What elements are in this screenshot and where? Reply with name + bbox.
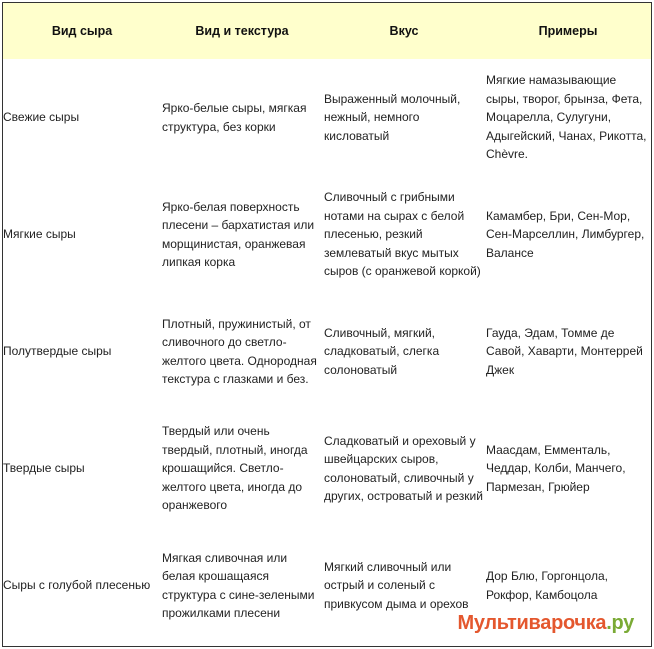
logo-suffix: .ру xyxy=(606,612,634,634)
cell-type: Сыры с голубой плесенью xyxy=(3,578,151,593)
table-row xyxy=(3,59,651,176)
cell-type: Свежие сыры xyxy=(3,110,80,125)
cell-examples: Камамбер, Бри, Сен-Мор, Сен-Марселлин, Лимбургер, Валансе xyxy=(486,208,645,260)
cell-type: Твердые сыры xyxy=(3,461,85,476)
logo-main: Мультиварочка xyxy=(457,612,607,634)
cell-taste: Сладковатый и ореховый у швейцарских сыров, солоноватый, сливочный у других, островатый и резкий xyxy=(324,433,483,503)
header-examples: Примеры xyxy=(485,3,651,59)
cell-taste: Мягкий сливочный или острый и соленый с привкусом дыма и орехов xyxy=(324,559,469,611)
cell-examples: Дор Блю, Горгонцола, Рокфор, Камбоцола xyxy=(486,569,608,602)
header-cheese-type: Вид сыра xyxy=(3,3,161,59)
cell-examples: Маасдам, Емменталь, Чеддар, Колби, Манчего, Пармезан, Грюйер xyxy=(486,442,626,494)
cheese-table xyxy=(3,3,651,644)
cell-type: Мягкие сыры xyxy=(3,227,76,242)
cell-taste: Сливочный, мягкий, сладковатый, слегка солоноватый xyxy=(324,325,440,377)
header-taste: Вкус xyxy=(323,3,485,59)
table-header-row xyxy=(3,3,651,59)
cell-examples: Мягкие намазывающие сыры, творог, брынза, Фета, Моцарелла, Сулугуни, Адыгейский, Чанах, Рикотта, Chèvre. xyxy=(486,73,647,162)
cell-examples: Гауда, Эдам, Томме де Савой, Хаварти, Монтеррей Джек xyxy=(486,325,643,377)
cell-texture: Ярко-белые сыры, мягкая структура, без корки xyxy=(162,101,307,134)
cell-texture: Плотный, пружинистый, от сливочного до светло-желтого цвета. Однородная текстура с глазками и без. xyxy=(162,316,317,386)
cell-type: Полутвердые сыры xyxy=(3,344,112,359)
header-texture: Вид и текстура xyxy=(161,3,323,59)
cheese-table-frame xyxy=(2,2,652,647)
cell-texture: Ярко-белая поверхность плесени – бархатистая или морщинистая, оранжевая липкая корка xyxy=(162,199,315,269)
table-row xyxy=(3,176,651,293)
table-row xyxy=(3,293,651,410)
cell-taste: Сливочный с грибными нотами на сырах с белой плесенью, резкий землеватый вкус мытых сыров (с оранжевой коркой) xyxy=(324,190,481,279)
cell-taste: Выраженный молочный, нежный, немного кисловатый xyxy=(324,91,461,143)
table-row xyxy=(3,410,651,527)
site-logo-watermark xyxy=(457,612,634,635)
cell-texture: Мягкая сливочная или белая крошащаяся структура с сине-зелеными прожилками плесени xyxy=(162,550,315,620)
cell-texture: Твердый или очень твердый, плотный, иногда крошащийся. Светло-желтого цвета, иногда до оранжевого xyxy=(162,424,308,513)
